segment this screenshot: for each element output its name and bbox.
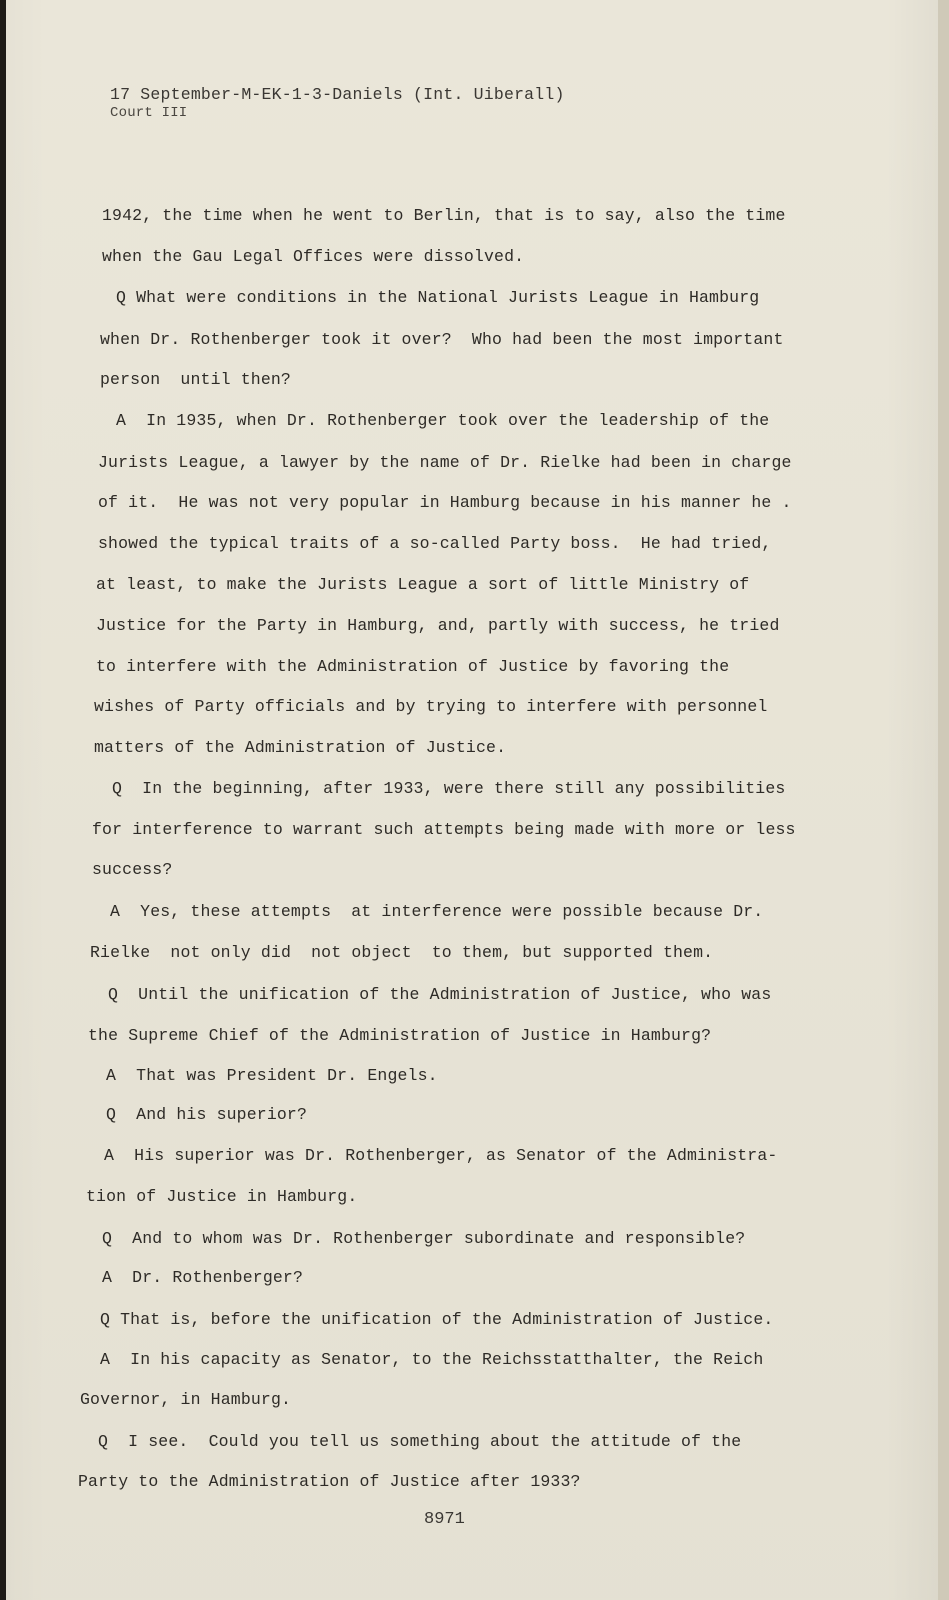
transcript-line: when the Gau Legal Offices were dissolved.	[102, 247, 525, 266]
transcript-line: Q What were conditions in the National Jurists League in Hamburg	[116, 288, 760, 307]
document-page	[6, 0, 938, 1600]
transcript-line: A In his capacity as Senator, to the Reichsstatthalter, the Reich	[100, 1350, 764, 1369]
transcript-line: for interference to warrant such attempts being made with more or less	[92, 820, 796, 839]
scan-right-edge	[938, 0, 949, 1600]
transcript-line: Jurists League, a lawyer by the name of Dr. Rielke had been in charge	[98, 453, 792, 472]
transcript-line: A That was President Dr. Engels.	[106, 1066, 438, 1085]
transcript-line: tion of Justice in Hamburg.	[86, 1187, 358, 1206]
transcript-line: Q I see. Could you tell us something about the attitude of the	[98, 1432, 742, 1451]
page-number: 8971	[424, 1510, 465, 1529]
transcript-line: to interfere with the Administration of Justice by favoring the	[96, 657, 730, 676]
transcript-line: Q Until the unification of the Administration of Justice, who was	[108, 985, 772, 1004]
transcript-line: A His superior was Dr. Rothenberger, as Senator of the Administra-	[104, 1146, 778, 1165]
transcript-line: matters of the Administration of Justice.	[94, 738, 507, 757]
transcript-line: Q And his superior?	[106, 1105, 308, 1124]
header-session-line: 17 September-M-EK-1-3-Daniels (Int. Uiberall)	[110, 85, 565, 104]
transcript-line: of it. He was not very popular in Hamburg because in his manner he .	[98, 493, 792, 512]
transcript-line: A Yes, these attempts at interference were possible because Dr.	[110, 902, 764, 921]
transcript-line: when Dr. Rothenberger took it over? Who had been the most important	[100, 330, 784, 349]
transcript-line: Party to the Administration of Justice after 1933?	[78, 1472, 581, 1491]
transcript-line: at least, to make the Jurists League a sort of little Ministry of	[96, 575, 750, 594]
transcript-line: person until then?	[100, 370, 291, 389]
transcript-line: showed the typical traits of a so-called Party boss. He had tried,	[98, 534, 772, 553]
transcript-line: success?	[92, 860, 173, 879]
transcript-line: A Dr. Rothenberger?	[102, 1268, 304, 1287]
transcript-line: A In 1935, when Dr. Rothenberger took over the leadership of the	[116, 411, 770, 430]
header-court-line: Court III	[110, 105, 188, 121]
transcript-line: Q And to whom was Dr. Rothenberger subordinate and responsible?	[102, 1229, 746, 1248]
document-header	[110, 86, 565, 122]
transcript-line: Q That is, before the unification of the Administration of Justice.	[100, 1310, 774, 1329]
transcript-line: Q In the beginning, after 1933, were there still any possibilities	[112, 779, 786, 798]
transcript-line: 1942, the time when he went to Berlin, that is to say, also the time	[102, 206, 786, 225]
transcript-line: wishes of Party officials and by trying to interfere with personnel	[94, 697, 768, 716]
transcript-line: Justice for the Party in Hamburg, and, partly with success, he tried	[96, 616, 780, 635]
transcript-line: the Supreme Chief of the Administration of Justice in Hamburg?	[88, 1026, 712, 1045]
transcript-line: Governor, in Hamburg.	[80, 1390, 292, 1409]
transcript-line: Rielke not only did not object to them, but supported them.	[90, 943, 714, 962]
